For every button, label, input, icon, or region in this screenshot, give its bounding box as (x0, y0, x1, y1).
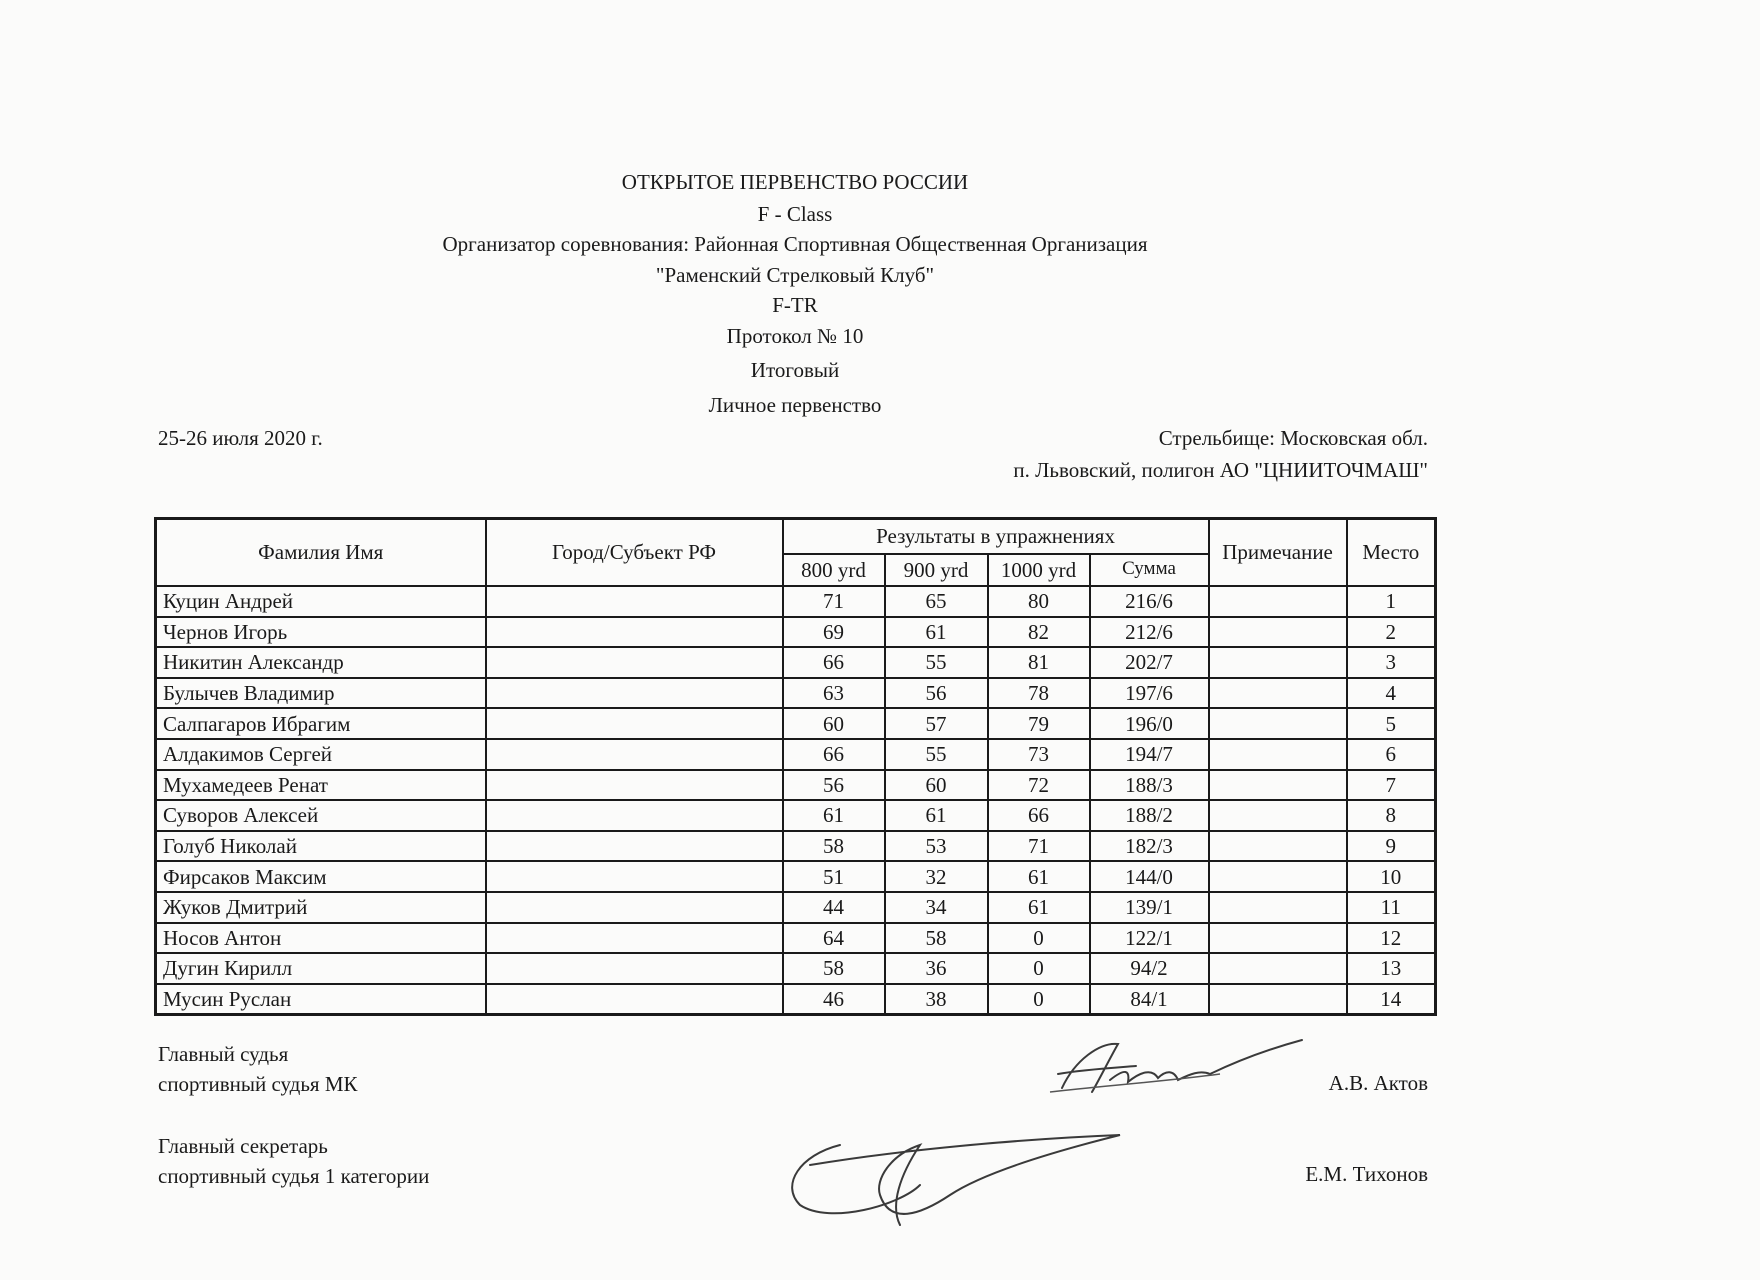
cell-city (486, 800, 783, 831)
cell-place: 13 (1347, 953, 1436, 984)
cell-name: Чернов Игорь (156, 617, 486, 648)
cell-900: 36 (885, 953, 988, 984)
table-row (156, 708, 1436, 739)
table-row (156, 953, 1436, 984)
cell-800: 44 (783, 892, 885, 923)
cell-900: 32 (885, 861, 988, 892)
cell-note (1209, 861, 1347, 892)
cell-name: Голуб Николай (156, 831, 486, 862)
discipline: F-TR (772, 293, 818, 317)
cell-1000: 61 (988, 861, 1090, 892)
cell-1000: 66 (988, 800, 1090, 831)
cell-900: 56 (885, 678, 988, 709)
header-name: Фамилия Имя (156, 519, 486, 587)
header-total: Сумма (1090, 554, 1209, 586)
cell-city (486, 953, 783, 984)
cell-place: 11 (1347, 892, 1436, 923)
cell-800: 69 (783, 617, 885, 648)
cell-note (1209, 770, 1347, 801)
cell-name: Булычев Владимир (156, 678, 486, 709)
cell-name: Суворов Алексей (156, 800, 486, 831)
cell-900: 55 (885, 647, 988, 678)
cell-city (486, 831, 783, 862)
cell-city (486, 586, 783, 617)
cell-900: 58 (885, 923, 988, 954)
header-city: Город/Субъект РФ (486, 519, 783, 587)
results-body (156, 586, 1436, 1015)
table-row (156, 861, 1436, 892)
cell-900: 34 (885, 892, 988, 923)
protocol-number: Протокол № 10 (726, 324, 864, 348)
cell-1000: 80 (988, 586, 1090, 617)
chief-judge-name: А.В. Актов (1328, 1071, 1428, 1095)
cell-900: 38 (885, 984, 988, 1015)
cell-900: 60 (885, 770, 988, 801)
cell-800: 66 (783, 739, 885, 770)
cell-place: 1 (1347, 586, 1436, 617)
cell-1000: 72 (988, 770, 1090, 801)
cell-900: 65 (885, 586, 988, 617)
chief-secretary-name: Е.М. Тихонов (1305, 1162, 1428, 1186)
cell-total: 144/0 (1090, 861, 1209, 892)
cell-note (1209, 739, 1347, 770)
cell-total: 216/6 (1090, 586, 1209, 617)
cell-total: 197/6 (1090, 678, 1209, 709)
cell-800: 66 (783, 647, 885, 678)
event-date: 25-26 июля 2020 г. (158, 426, 323, 450)
range-line-2: п. Львовский, полигон АО "ЦНИИТОЧМАШ" (1013, 458, 1428, 482)
event-type: Личное первенство (708, 393, 882, 417)
table-row (156, 678, 1436, 709)
competition-class: F - Class (757, 202, 833, 226)
cell-total: 84/1 (1090, 984, 1209, 1015)
cell-1000: 78 (988, 678, 1090, 709)
cell-place: 7 (1347, 770, 1436, 801)
cell-name: Никитин Александр (156, 647, 486, 678)
cell-place: 8 (1347, 800, 1436, 831)
cell-1000: 79 (988, 708, 1090, 739)
cell-800: 63 (783, 678, 885, 709)
cell-note (1209, 800, 1347, 831)
cell-total: 194/7 (1090, 739, 1209, 770)
cell-name: Жуков Дмитрий (156, 892, 486, 923)
cell-note (1209, 678, 1347, 709)
cell-city (486, 892, 783, 923)
table-row (156, 739, 1436, 770)
cell-city (486, 923, 783, 954)
cell-name: Алдакимов Сергей (156, 739, 486, 770)
cell-note (1209, 953, 1347, 984)
cell-name: Фирсаков Максим (156, 861, 486, 892)
cell-total: 188/3 (1090, 770, 1209, 801)
organizer-line-2: "Раменский Стрелковый Клуб" (655, 263, 935, 287)
cell-note (1209, 586, 1347, 617)
cell-800: 64 (783, 923, 885, 954)
cell-total: 188/2 (1090, 800, 1209, 831)
cell-total: 139/1 (1090, 892, 1209, 923)
cell-total: 94/2 (1090, 953, 1209, 984)
header-800: 800 yrd (783, 554, 885, 586)
cell-note (1209, 923, 1347, 954)
cell-800: 61 (783, 800, 885, 831)
cell-900: 53 (885, 831, 988, 862)
table-row (156, 923, 1436, 954)
cell-place: 4 (1347, 678, 1436, 709)
cell-800: 60 (783, 708, 885, 739)
cell-1000: 82 (988, 617, 1090, 648)
table-row (156, 586, 1436, 617)
cell-name: Дугин Кирилл (156, 953, 486, 984)
cell-total: 182/3 (1090, 831, 1209, 862)
protocol-kind: Итоговый (750, 358, 840, 382)
header-note: Примечание (1209, 519, 1347, 587)
cell-place: 12 (1347, 923, 1436, 954)
cell-city (486, 708, 783, 739)
cell-name: Носов Антон (156, 923, 486, 954)
judge-signature (1040, 1030, 1310, 1105)
header-place: Место (1347, 519, 1436, 587)
cell-1000: 81 (988, 647, 1090, 678)
cell-name: Куцин Андрей (156, 586, 486, 617)
cell-1000: 73 (988, 739, 1090, 770)
cell-city (486, 861, 783, 892)
document-title: ОТКРЫТОЕ ПЕРВЕНСТВО РОССИИ (621, 170, 969, 194)
cell-1000: 71 (988, 831, 1090, 862)
cell-place: 9 (1347, 831, 1436, 862)
cell-city (486, 647, 783, 678)
cell-800: 58 (783, 953, 885, 984)
chief-secretary-rank: спортивный судья 1 категории (158, 1164, 430, 1188)
cell-note (1209, 984, 1347, 1015)
cell-800: 56 (783, 770, 885, 801)
cell-800: 46 (783, 984, 885, 1015)
cell-place: 3 (1347, 647, 1436, 678)
table-row (156, 800, 1436, 831)
chief-secretary-title: Главный секретарь (158, 1134, 328, 1158)
header-900: 900 yrd (885, 554, 988, 586)
cell-total: 196/0 (1090, 708, 1209, 739)
cell-800: 71 (783, 586, 885, 617)
cell-1000: 0 (988, 953, 1090, 984)
cell-city (486, 770, 783, 801)
cell-note (1209, 617, 1347, 648)
chief-judge-rank: спортивный судья МК (158, 1072, 358, 1096)
cell-city (486, 739, 783, 770)
cell-place: 14 (1347, 984, 1436, 1015)
cell-name: Мухамедеев Ренат (156, 770, 486, 801)
cell-total: 202/7 (1090, 647, 1209, 678)
cell-place: 10 (1347, 861, 1436, 892)
cell-total: 212/6 (1090, 617, 1209, 648)
header-results: Результаты в упражнениях (783, 519, 1209, 555)
cell-1000: 0 (988, 984, 1090, 1015)
cell-place: 6 (1347, 739, 1436, 770)
cell-900: 55 (885, 739, 988, 770)
cell-800: 58 (783, 831, 885, 862)
cell-note (1209, 708, 1347, 739)
table-row (156, 617, 1436, 648)
table-row (156, 892, 1436, 923)
cell-name: Салпагаров Ибрагим (156, 708, 486, 739)
cell-total: 122/1 (1090, 923, 1209, 954)
cell-900: 61 (885, 800, 988, 831)
secretary-signature (780, 1125, 1125, 1235)
cell-city (486, 617, 783, 648)
cell-note (1209, 892, 1347, 923)
table-row (156, 770, 1436, 801)
table-row (156, 647, 1436, 678)
cell-1000: 0 (988, 923, 1090, 954)
cell-place: 2 (1347, 617, 1436, 648)
cell-city (486, 678, 783, 709)
table-row (156, 984, 1436, 1015)
range-line-1: Стрельбище: Московская обл. (1158, 426, 1428, 450)
results-table (154, 517, 1437, 1016)
cell-name: Мусин Руслан (156, 984, 486, 1015)
cell-1000: 61 (988, 892, 1090, 923)
table-row (156, 831, 1436, 862)
organizer-line-1: Организатор соревнования: Районная Спортивная Общественная Организация (442, 232, 1148, 256)
cell-place: 5 (1347, 708, 1436, 739)
cell-900: 61 (885, 617, 988, 648)
header-1000: 1000 yrd (988, 554, 1090, 586)
cell-city (486, 984, 783, 1015)
cell-800: 51 (783, 861, 885, 892)
chief-judge-title: Главный судья (158, 1042, 289, 1066)
cell-note (1209, 831, 1347, 862)
cell-note (1209, 647, 1347, 678)
cell-900: 57 (885, 708, 988, 739)
